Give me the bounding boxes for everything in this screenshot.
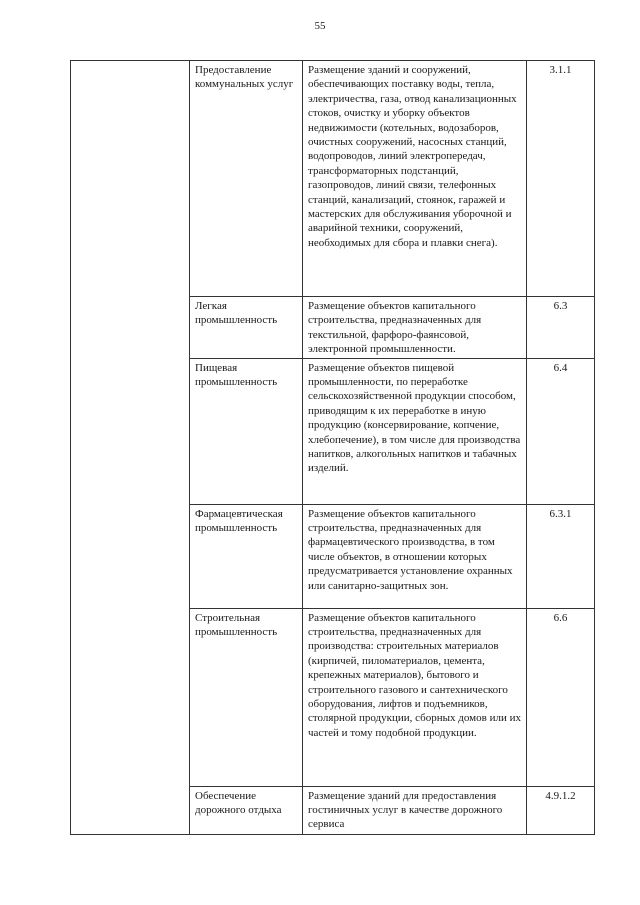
use-type-description: Размещение объектов капитального строительства, предназначенных для производства: строительных материалов (кирпичей, пиломатериалов, цемента, крепежных материалов), бытового и строительного газового и сантехнического оборудования, лифтов и подъемников, столярной продукции, сборных домов или их частей и тому подобной продукции. [303, 608, 527, 786]
page-number: 55 [314, 20, 326, 32]
use-type-name: Легкая промышленность [190, 297, 303, 359]
use-type-name: Строительная промышленность [190, 608, 303, 786]
table-row [71, 61, 595, 297]
use-type-description: Размещение зданий и сооружений, обеспечивающих поставку воды, тепла, электричества, газа, отвод канализационных стоков, очистку и уборку объектов недвижимости (котельных, водозаборов, очистных сооружений, насосных станций, водопроводов, линий электропередач, трансформаторных подстанций, газопроводов, линий связи, телефонных станций, канализаций, стоянок, гаражей и мастерских для обслуживания уборочной и аварийной техники, сооружений, необходимых для сбора и плавки снега). [303, 61, 527, 297]
use-type-code: 3.1.1 [527, 61, 595, 297]
use-type-description: Размещение объектов капитального строительства, предназначенных для фармацевтического производства, в том числе объектов, в отношении которых предусматривается установление охранных или санитарно-защитных зон. [303, 504, 527, 608]
use-type-description: Размещение объектов пищевой промышленности, по переработке сельскохозяйственной продукции способом, приводящим к их переработке в иную продукцию (консервирование, копчение, хлебопечение), в том числе для производства напитков, алкогольных напитков и табачных изделий. [303, 358, 527, 504]
land-use-table [70, 60, 595, 835]
use-type-code: 6.3 [527, 297, 595, 359]
use-type-description: Размещение объектов капитального строительства, предназначенных для текстильной, фарфоро-фаянсовой, электронной промышленности. [303, 297, 527, 359]
use-type-code: 6.4 [527, 358, 595, 504]
use-type-code: 6.3.1 [527, 504, 595, 608]
empty-column-cell [71, 61, 190, 835]
use-type-description: Размещение зданий для предоставления гостиничных услуг в качестве дорожного сервиса [303, 786, 527, 834]
use-type-name: Предоставление коммунальных услуг [190, 61, 303, 297]
use-type-code: 4.9.1.2 [527, 786, 595, 834]
use-type-name: Обеспечение дорожного отдыха [190, 786, 303, 834]
use-type-code: 6.6 [527, 608, 595, 786]
use-type-name: Пищевая промышленность [190, 358, 303, 504]
use-type-name: Фармацевтическая промышленность [190, 504, 303, 608]
